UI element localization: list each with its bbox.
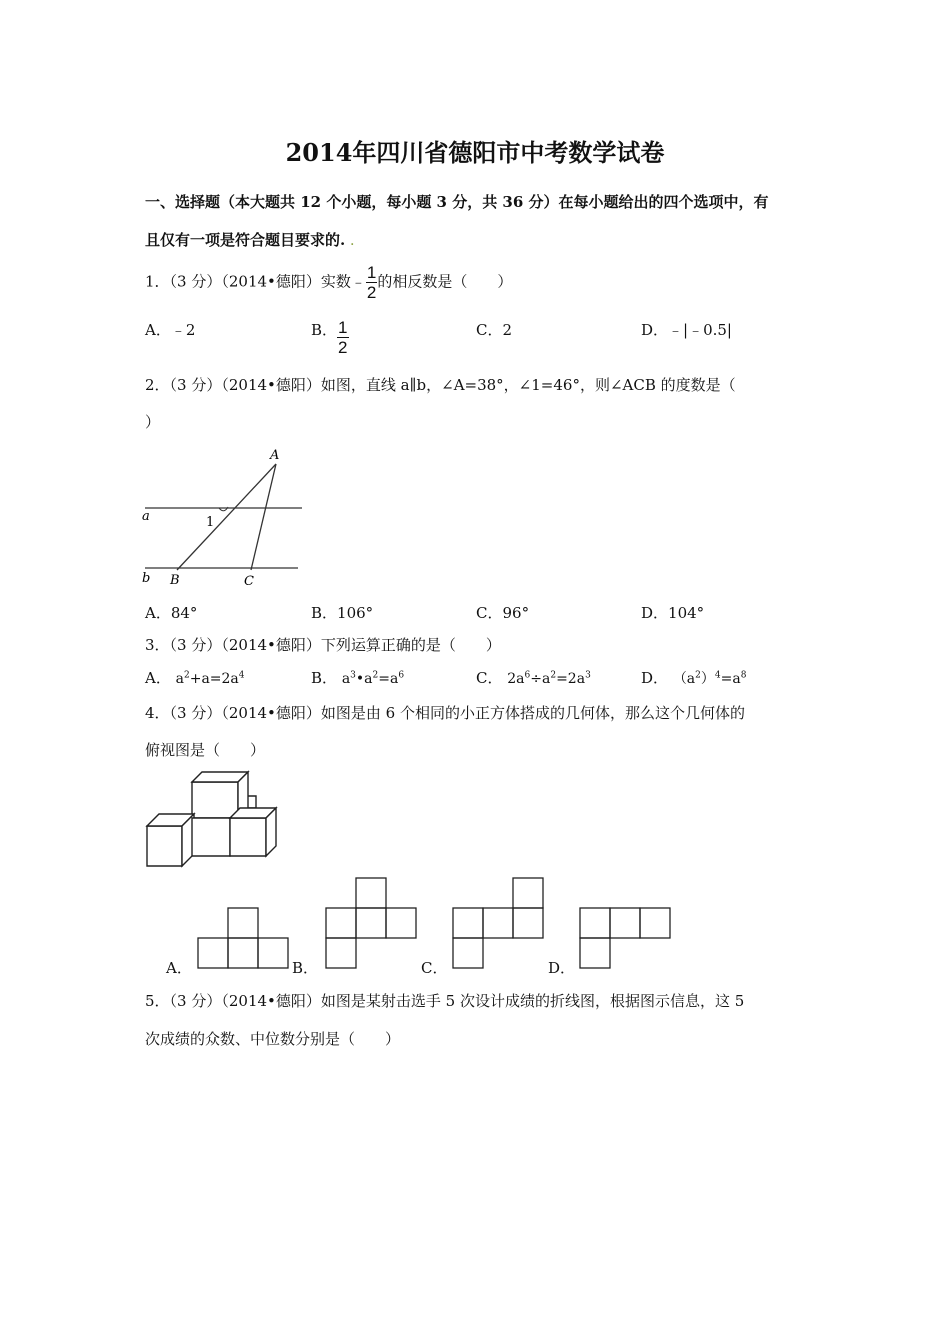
q3-option-b — [311, 667, 404, 688]
expr-part: a — [175, 671, 184, 687]
q3-option-b-expr — [342, 671, 404, 687]
exponent: 6 — [524, 670, 531, 681]
stray-mark: . — [350, 237, 354, 248]
exponent: 2 — [550, 670, 557, 681]
q3-option-c — [476, 667, 591, 688]
q4-option-a: A． — [166, 959, 192, 977]
q3-option-d — [641, 667, 746, 688]
q4-option-d: D． — [548, 959, 576, 977]
question-5-line2: 次成绩的众数、中位数分别是（ ） — [145, 1030, 401, 1048]
question-4-line2: 俯视图是（ ） — [145, 741, 266, 759]
question-1-suffix: 的相反数是（ ） — [377, 272, 513, 291]
exponent: 4 — [714, 670, 721, 681]
q1-option-b-label: B． — [311, 321, 338, 339]
q3-option-c-expr — [507, 671, 591, 687]
q3-option-b-label: B． — [311, 669, 338, 687]
expr-part: a — [341, 671, 351, 687]
expr-part: ） — [700, 671, 715, 687]
expr-part: ÷a — [530, 671, 551, 687]
exponent: 3 — [585, 670, 591, 681]
expr-part: =a — [378, 671, 399, 687]
question-3: 3．（3 分）（2014•德阳）下列运算正确的是（ ） — [145, 636, 501, 654]
fraction-denominator: 2 — [366, 283, 377, 302]
fraction-numerator: 1 — [366, 263, 377, 282]
question-4-line1: 4．（3 分）（2014•德阳）如图是由 6 个相同的小正方体搭成的几何体，那么这个几何体的 — [145, 704, 745, 722]
expr-part: =a — [720, 671, 741, 687]
q2-option-a: A．84° — [145, 604, 198, 622]
q4-option-c: C． — [421, 959, 448, 977]
expr-part: •a — [355, 671, 373, 687]
section-heading-text: 且仅有一项是符合题目要求的. — [145, 231, 346, 249]
exponent: 8 — [740, 670, 747, 681]
exponent: 6 — [398, 670, 405, 681]
fraction-denominator: 2 — [338, 338, 348, 357]
q4-option-d-grid — [578, 906, 672, 970]
q2-option-d: D．104° — [641, 604, 705, 622]
q2-option-c: C．96° — [476, 604, 530, 622]
q2-option-b: B．106° — [311, 604, 374, 622]
q1-option-b-fraction — [337, 319, 348, 356]
question-1-prefix: 1．（3 分）（2014•德阳）实数﹣ — [145, 272, 366, 291]
q3-option-a-label: A． — [145, 669, 171, 687]
question-2-line1: 2．（3 分）（2014•德阳）如图，直线 a∥b，∠A=38°，∠1=46°，则∠ACB 的度数是（ — [145, 376, 736, 394]
label-vertex-a: A — [270, 448, 280, 463]
question-1 — [145, 264, 512, 301]
q3-option-d-label: D． — [641, 669, 669, 687]
q4-option-c-grid — [451, 876, 545, 970]
label-vertex-c: C — [244, 574, 254, 589]
exponent: 3 — [350, 670, 356, 681]
question-1-fraction — [366, 264, 377, 301]
exponent: 4 — [238, 670, 245, 681]
cubes-figure — [142, 768, 282, 870]
section-heading-line1: 一、选择题（本大题共 12 个小题，每小题 3 分，共 36 分）在每小题给出的四个选项中，有 — [145, 193, 769, 211]
exponent: 2 — [183, 670, 190, 681]
q3-option-c-label: C． — [476, 669, 503, 687]
q3-option-d-expr — [673, 671, 747, 687]
exponent: 2 — [372, 670, 379, 681]
expr-part: =2a — [556, 671, 586, 687]
q3-option-a — [145, 667, 245, 688]
page-title: 2014年四川省德阳市中考数学试卷 — [285, 138, 665, 167]
q4-option-b: B． — [292, 959, 319, 977]
q1-option-c: C．2 — [476, 321, 513, 339]
question-2-line2: ） — [145, 413, 161, 431]
label-vertex-b: B — [170, 573, 180, 588]
q3-option-a-expr — [176, 671, 245, 687]
expr-part: +a=2a — [189, 671, 239, 687]
label-angle-1: 1 — [206, 515, 215, 530]
label-line-a: a — [142, 509, 150, 524]
question-5-line1: 5．（3 分）（2014•德阳）如图是某射击选手 5 次设计成绩的折线图，根据图示信息，这 5 — [145, 992, 745, 1010]
exponent: 2 — [695, 670, 701, 681]
q1-option-a: A．﹣2 — [145, 321, 196, 339]
fraction-numerator: 1 — [338, 318, 348, 337]
label-line-b: b — [142, 571, 151, 586]
q1-option-b — [311, 319, 349, 356]
expr-part: （a — [672, 671, 696, 687]
q4-option-a-grid — [196, 906, 290, 970]
parallel-lines-figure — [140, 444, 310, 590]
q4-option-b-grid — [324, 876, 418, 970]
section-heading-line2 — [145, 229, 354, 250]
q1-option-d: D．﹣|﹣0.5| — [641, 321, 732, 339]
expr-part: 2a — [507, 671, 525, 687]
